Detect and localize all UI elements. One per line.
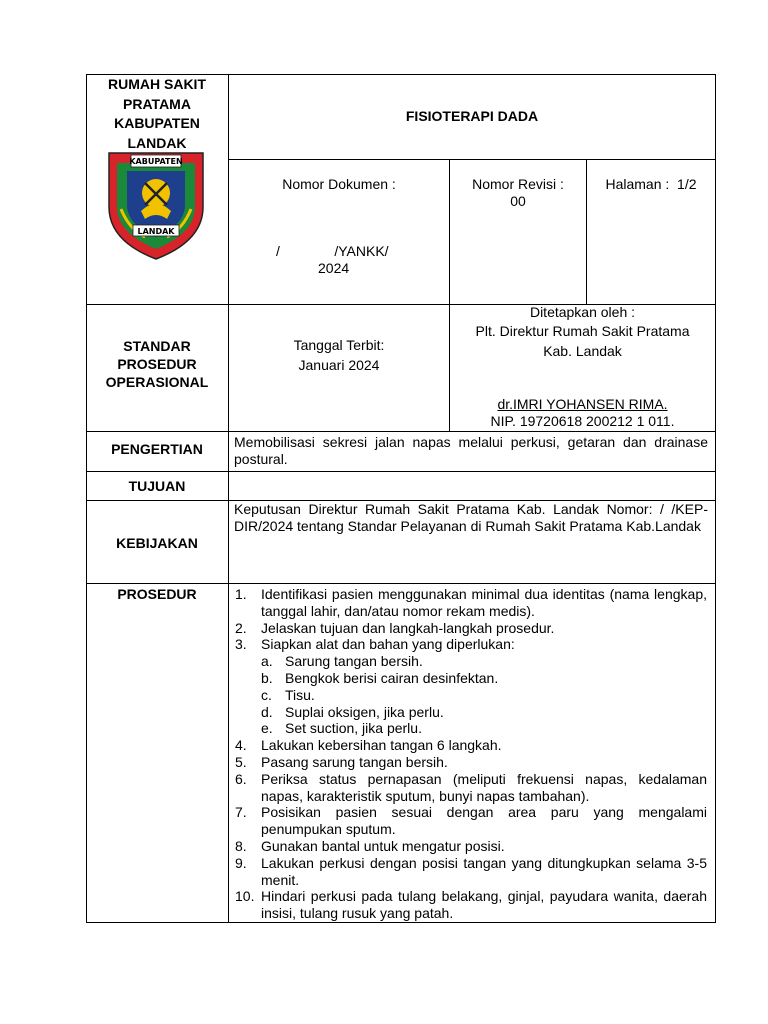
prosedur-substep-letter: a. bbox=[261, 653, 273, 670]
prosedur-substep-text: Set suction, jika perlu. bbox=[285, 720, 422, 737]
prosedur-step-text: Gunakan bantal untuk mengatur posisi. bbox=[261, 837, 505, 854]
sop-label: STANDAR PROSEDUR OPERASIONAL bbox=[105, 338, 209, 390]
page-indicator: Halaman : 1/2 bbox=[605, 176, 697, 192]
table-border bbox=[228, 74, 229, 923]
logo-top-text: KABUPATEN bbox=[129, 157, 183, 166]
table-border bbox=[86, 583, 716, 584]
kebijakan-text: Keputusan Direktur Rumah Sakit Pratama Kab. Landak Nomor: / /KEP-DIR/2024 tentang Standar Pelayanan di Rumah Sakit Pratama Kab.Landak bbox=[234, 501, 708, 534]
prosedur-step-text: Pasang sarung tangan bersih. bbox=[261, 753, 448, 770]
prosedur-substep bbox=[261, 704, 707, 721]
approved-by-label: Ditetapkan oleh : bbox=[529, 304, 636, 320]
prosedur-step bbox=[235, 737, 707, 754]
table-border bbox=[228, 159, 716, 160]
document-title: FISIOTERAPI DADA bbox=[405, 108, 539, 124]
approver-title: Plt. Direktur Rumah Sakit Pratama bbox=[475, 323, 690, 339]
prosedur-substep-letter: b. bbox=[261, 669, 273, 686]
table-border bbox=[86, 74, 87, 923]
prosedur-step-number: 10. bbox=[235, 888, 255, 905]
issue-date-value: Januari 2024 bbox=[298, 357, 380, 373]
prosedur-step-number: 9. bbox=[235, 854, 247, 871]
doc-number-year: 2024 bbox=[318, 260, 350, 276]
prosedur-step-text: Hindari perkusi pada tulang belakang, ginjal, payudara wanita, daerah insisi, tulang rusuk yang patah. bbox=[261, 888, 707, 922]
table-border bbox=[86, 471, 716, 472]
prosedur-sublist bbox=[261, 653, 707, 737]
prosedur-step-text: Siapkan alat dan bahan yang diperlukan: bbox=[261, 636, 515, 653]
prosedur-step-number: 3. bbox=[235, 636, 247, 653]
hospital-name: RUMAH SAKIT PRATAMA KABUPATEN LANDAK bbox=[108, 76, 206, 151]
pengertian-text: Memobilisasi sekresi jalan napas melalui perkusi, getaran dan drainase postural. bbox=[234, 434, 708, 467]
issue-date-label: Tanggal Terbit: bbox=[293, 337, 385, 353]
prosedur-step-number: 6. bbox=[235, 770, 247, 787]
prosedur-substep bbox=[261, 670, 707, 687]
prosedur-step bbox=[235, 888, 707, 922]
prosedur-step-number: 8. bbox=[235, 837, 247, 854]
prosedur-step bbox=[235, 855, 707, 889]
table-border bbox=[715, 74, 716, 923]
prosedur-step-number: 2. bbox=[235, 619, 247, 636]
prosedur-step-text: Identifikasi pasien menggunakan minimal dua identitas (nama lengkap, tanggal lahir, dan/atau nomor rekam medis). bbox=[261, 586, 707, 619]
hospital-logo bbox=[105, 149, 207, 261]
prosedur-step bbox=[235, 636, 707, 737]
prosedur-step-text: Lakukan kebersihan tangan 6 langkah. bbox=[261, 737, 502, 754]
approver-nip: NIP. 19720618 200212 1 011. bbox=[490, 413, 675, 429]
prosedur-step-text: Lakukan perkusi dengan posisi tangan yang ditungkupkan selama 3-5 menit. bbox=[261, 854, 707, 888]
prosedur-substep bbox=[261, 687, 707, 704]
prosedur-step-number: 1. bbox=[235, 586, 247, 602]
doc-number-label: Nomor Dokumen : bbox=[282, 176, 396, 192]
pengertian-label: PENGERTIAN bbox=[111, 441, 203, 457]
revision-value: 00 bbox=[510, 193, 526, 209]
prosedur-step bbox=[235, 586, 707, 620]
prosedur-step-number: 7. bbox=[235, 804, 247, 821]
logo-bottom-text: LANDAK bbox=[137, 227, 175, 236]
prosedur-substep-text: Suplai oksigen, jika perlu. bbox=[285, 703, 444, 720]
doc-number-value: / /YANKK/ bbox=[276, 243, 389, 259]
prosedur-list bbox=[235, 586, 707, 922]
prosedur-substep-text: Tisu. bbox=[285, 686, 315, 703]
prosedur-step bbox=[235, 771, 707, 805]
prosedur-substep bbox=[261, 653, 707, 670]
prosedur-step-text: Jelaskan tujuan dan langkah-langkah prosedur. bbox=[261, 619, 555, 636]
table-border bbox=[86, 431, 716, 432]
revision-label: Nomor Revisi : bbox=[472, 176, 564, 192]
tujuan-label: TUJUAN bbox=[128, 478, 186, 494]
prosedur-step-number: 5. bbox=[235, 753, 247, 770]
prosedur-substep-letter: d. bbox=[261, 703, 273, 720]
prosedur-label: PROSEDUR bbox=[117, 586, 197, 602]
prosedur-step bbox=[235, 754, 707, 771]
table-border bbox=[86, 922, 716, 923]
prosedur-substep bbox=[261, 720, 707, 737]
prosedur-step bbox=[235, 620, 707, 637]
approver-name: dr.IMRI YOHANSEN RIMA. bbox=[497, 396, 668, 412]
prosedur-substep-letter: c. bbox=[261, 686, 272, 703]
prosedur-step bbox=[235, 838, 707, 855]
prosedur-step-text: Periksa status pernapasan (meliputi frekuensi napas, kedalaman napas, karakteristik sputum, bunyi napas tambahan). bbox=[261, 770, 707, 804]
kebijakan-label: KEBIJAKAN bbox=[116, 535, 198, 551]
approver-title-2: Kab. Landak bbox=[543, 343, 622, 359]
prosedur-substep-text: Sarung tangan bersih. bbox=[285, 653, 423, 670]
prosedur-step-text: Posisikan pasien sesuai dengan area paru yang mengalami penumpukan sputum. bbox=[261, 804, 707, 838]
prosedur-step bbox=[235, 804, 707, 838]
prosedur-substep-text: Bengkok berisi cairan desinfektan. bbox=[285, 669, 499, 686]
prosedur-step-number: 4. bbox=[235, 737, 247, 754]
prosedur-substep-letter: e. bbox=[261, 720, 273, 737]
